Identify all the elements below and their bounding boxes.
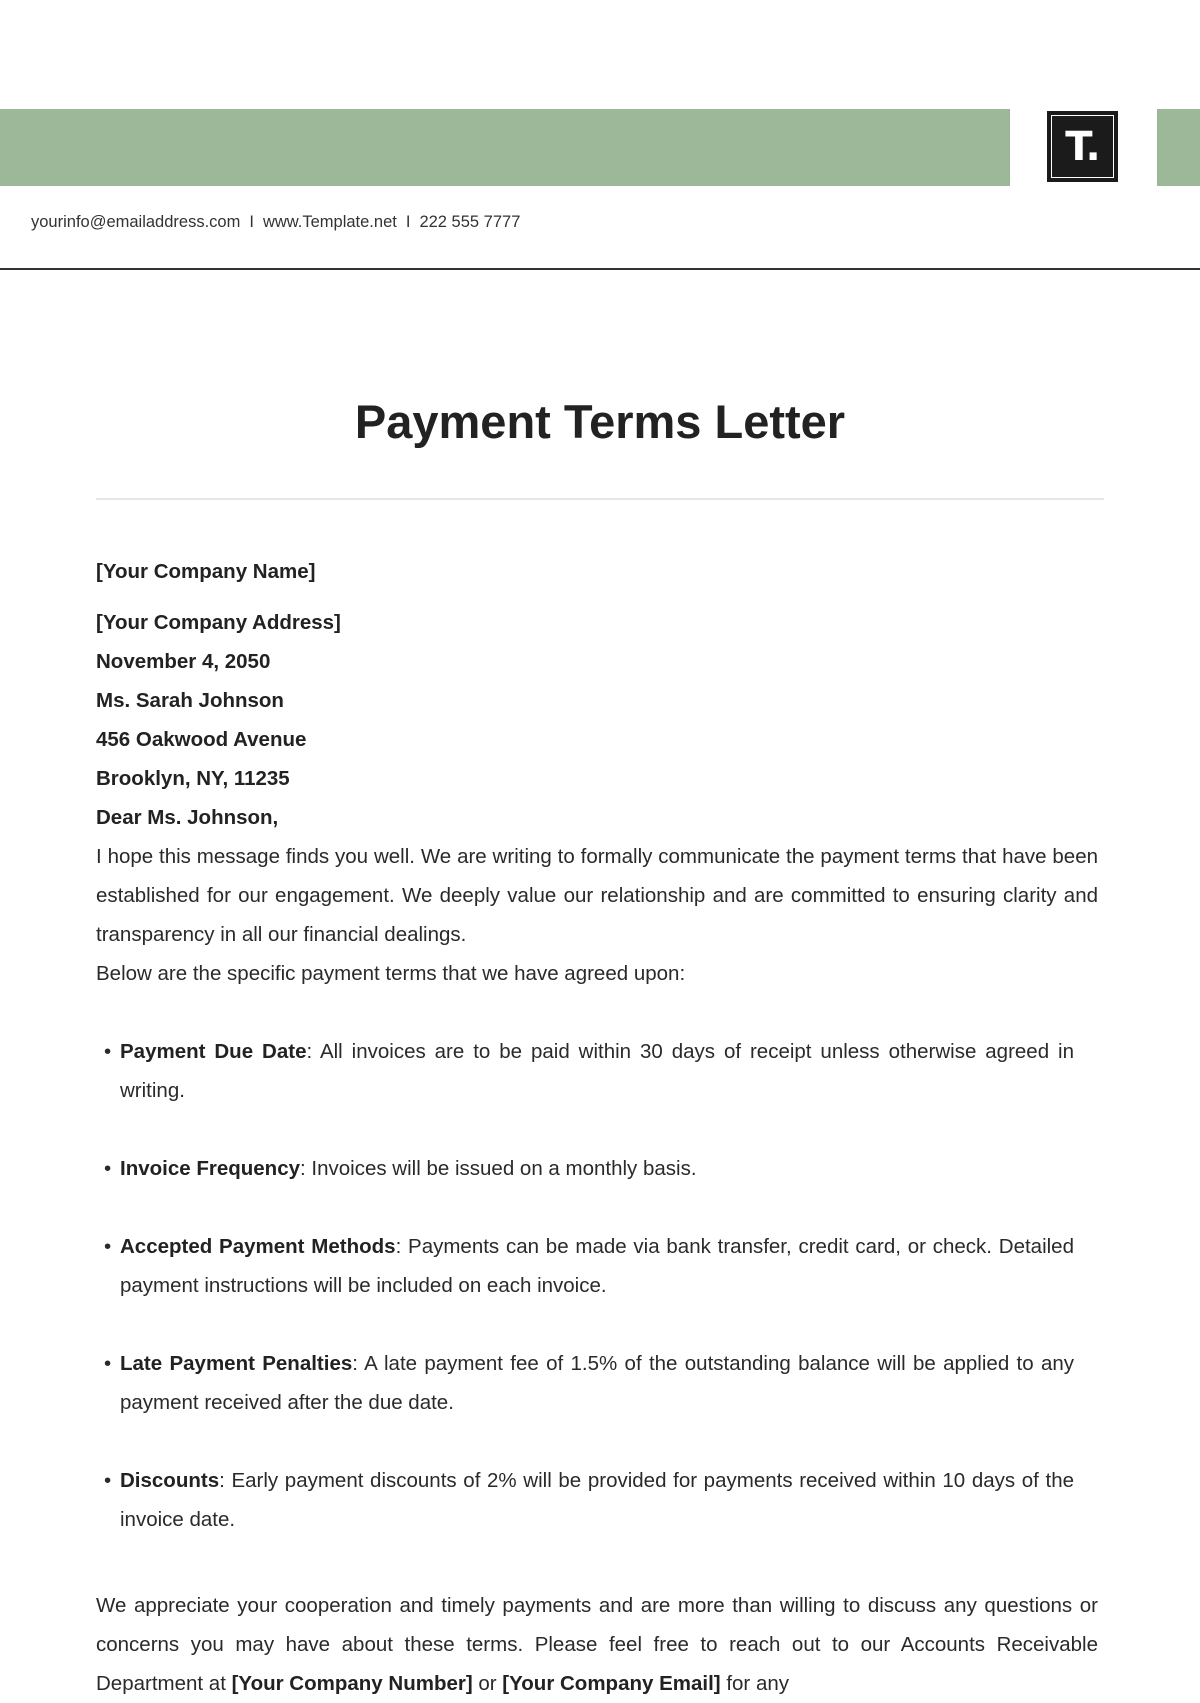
contact-website[interactable]: www.Template.net	[262, 213, 397, 231]
bullet-icon: •	[104, 1235, 112, 1258]
salutation: Dear Ms. Johnson,	[96, 806, 279, 829]
recipient-street: 456 Oakwood Avenue	[96, 728, 307, 751]
term-label: Late Payment Penalties	[120, 1352, 353, 1375]
intro-paragraph: I hope this message finds you well. We are writing to formally communicate the payment terms that have been established for our engagement. We deeply value our relationship and are committed to ensuring clarity and transparency in all our financial dealings.	[96, 845, 1098, 946]
terms-intro: Below are the specific payment terms that we have agreed upon:	[96, 962, 686, 985]
term-text: : Invoices will be issued on a monthly basis.	[300, 1157, 697, 1180]
list-item	[96, 1149, 1098, 1188]
term-text: : All invoices are to be paid within 30 days of receipt unless otherwise agreed in writing.	[120, 1040, 1074, 1102]
term-label: Discounts	[120, 1469, 220, 1492]
header-accent-bar	[0, 109, 1010, 186]
contact-email[interactable]: yourinfo@emailaddress.com	[31, 213, 241, 231]
company-email-placeholder: [Your Company Email]	[502, 1672, 721, 1695]
letter-date: November 4, 2050	[96, 650, 271, 673]
page-title: Payment Terms Letter	[354, 395, 846, 448]
term-label: Accepted Payment Methods	[120, 1235, 396, 1258]
bullet-icon: •	[104, 1469, 112, 1492]
company-logo	[1047, 111, 1118, 182]
closing-paragraph	[96, 1586, 1098, 1703]
term-label: Payment Due Date	[120, 1040, 307, 1063]
header-accent-bar-right	[1157, 109, 1200, 186]
list-item	[96, 1227, 1098, 1305]
recipient-name: Ms. Sarah Johnson	[96, 689, 284, 712]
term-text: : A late payment fee of 1.5% of the outstanding balance will be applied to any payment received after the due date.	[120, 1352, 1074, 1414]
sender-company-name: [Your Company Name]	[96, 560, 316, 583]
term-text: : Early payment discounts of 2% will be provided for payments received within 10 days of the invoice date.	[120, 1469, 1074, 1531]
list-item	[96, 1032, 1098, 1110]
list-item	[96, 1344, 1098, 1422]
sender-company-address: [Your Company Address]	[96, 611, 341, 634]
title-divider	[96, 498, 1104, 500]
bullet-icon: •	[104, 1157, 112, 1180]
term-text: : Payments can be made via bank transfer, credit card, or check. Detailed payment instructions will be included on each invoice.	[120, 1235, 1074, 1297]
recipient-city: Brooklyn, NY, 11235	[96, 767, 290, 790]
closing-text: for any	[720, 1672, 789, 1695]
letter-body	[96, 552, 1098, 1703]
bullet-icon: •	[104, 1352, 112, 1375]
company-number-placeholder: [Your Company Number]	[231, 1672, 473, 1695]
closing-text: We appreciate your cooperation and timely payments and are more than willing to discuss any questions or concerns you may have about these terms. Please feel free to reach out to our Accounts Receivable Department at	[96, 1594, 1098, 1695]
contact-info	[31, 210, 520, 234]
contact-separator: I	[249, 213, 254, 231]
closing-text: or	[472, 1672, 503, 1695]
bullet-icon: •	[104, 1040, 112, 1063]
payment-terms-list	[96, 1032, 1098, 1539]
list-item	[96, 1461, 1098, 1539]
term-label: Invoice Frequency	[120, 1157, 301, 1180]
header-divider	[0, 268, 1200, 270]
contact-separator: I	[405, 213, 411, 231]
logo-text: T.	[1065, 123, 1100, 170]
contact-phone: 222 555 7777	[419, 213, 521, 231]
